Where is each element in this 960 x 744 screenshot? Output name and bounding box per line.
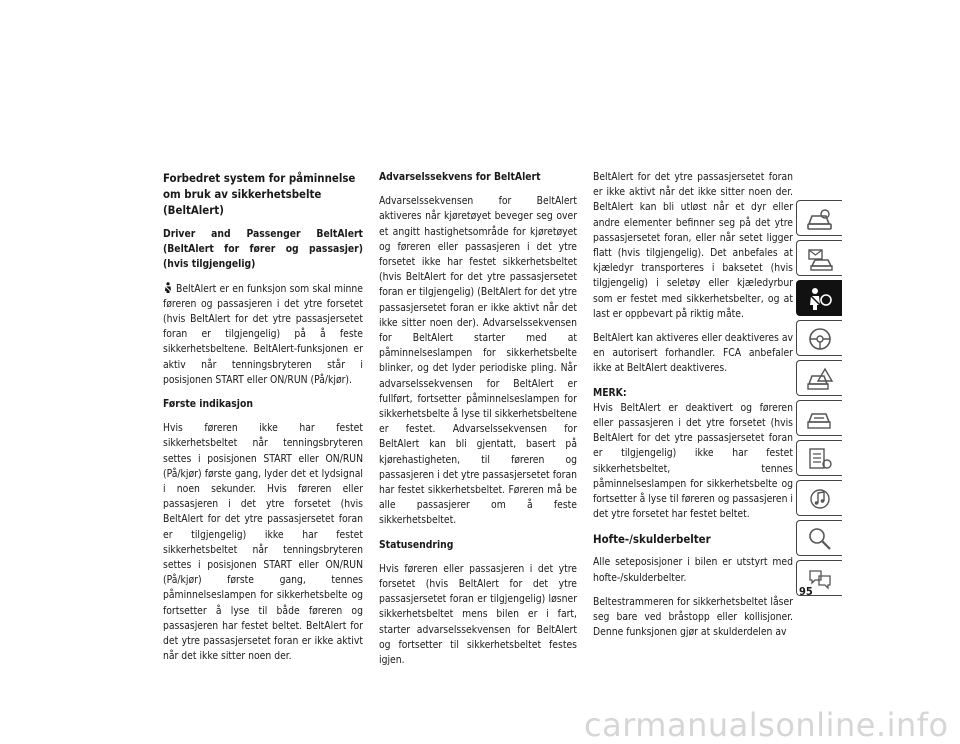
- note: [593, 386, 793, 523]
- footer-watermark-url[interactable]: carmanualsonline.info: [584, 706, 949, 744]
- tab-technical[interactable]: [796, 440, 842, 476]
- seatbelt-warning-icon: [163, 282, 173, 293]
- sequence-heading: Advarselssekvens for BeltAlert: [379, 171, 541, 183]
- tab-safety[interactable]: [796, 280, 842, 316]
- note-text: Hvis BeltAlert er deaktivert og føreren eller passasjeren i det ytre forsetet (hvis BeltAlert for det ytre passasjersetet foran er tilgjengelig) ikke har festet sikkerhetsbeltet, tennes påminnelseslampen for sikkerhetsbelte og fortsetter å lyse til føreren og passasjeren i det ytre forsetet har festet beltet.: [593, 401, 793, 521]
- sequence-paragraph: Advarselssekvensen for BeltAlert aktiveres når kjøretøyet beveger seg over et angitt hastighetsområde for kjøretøyet og føreren eller passasjeren i det ytre forsetet ikke har festet sikkerhetsbeltet (hvis BeltAlert for det ytre passasjersetet foran er tilgjengelig) (BeltAlert for det ytre passasjersetet foran er ikke aktivt når det ikke sitter noen der). Advarselssekvensen for BeltAlert starter med at påminnelseslampen for sikkerhetsbelte blinker, og det lyder periodiske pling. Når advarselssekvensen for BeltAlert er fullført, fortsetter påminnelseslampen for sikkerhetsbelte å lyse til sikkerhetsbeltene er festet. Advarselssekvensen for BeltAlert kan bli gjentatt, basert på kjørehastigheten, til føreren og passasjeren i det ytre passasjersetet foran har festet sikkerhetsbeltet. Føreren må be alle passasjerer om å feste sikkerhetsbeltet.: [379, 195, 577, 527]
- tab-driving[interactable]: [796, 320, 842, 356]
- seatbelt-airbag-icon: [806, 286, 834, 312]
- column-2: [379, 170, 577, 677]
- music-note-icon: [806, 486, 834, 512]
- paragraph-4: Beltestrammeren for sikkerhetsbeltet låser seg bare ved bråstopp eller kollisjoner. Denne funksjonen gjør at skulderdelen av: [593, 595, 793, 639]
- car-service-icon: [806, 406, 834, 432]
- tab-service[interactable]: [796, 400, 842, 436]
- page-number: 95: [799, 585, 813, 598]
- status-heading: Statusendring: [379, 538, 454, 551]
- tab-multimedia[interactable]: [796, 480, 842, 516]
- tab-dashboard[interactable]: [796, 200, 842, 236]
- intro-text: BeltAlert er en funksjon som skal minne føreren og passasjeren i det ytre forsetet (hvis BeltAlert for det ytre passasjersetet foran er tilgjengelig) på å feste sikkerhetsbeltene. BeltAlert-funksjonen er aktiv når tenningsbryteren står i posisjonen START eller ON/RUN (På/kjør).: [163, 282, 363, 386]
- note-label: MERK:: [593, 386, 627, 399]
- tab-index[interactable]: [796, 520, 842, 556]
- first-indication-heading: Første indikasjon: [163, 398, 253, 411]
- tab-getting-to-know[interactable]: [796, 240, 842, 276]
- car-warning-icon: [806, 366, 834, 392]
- tab-emergency[interactable]: [796, 360, 842, 396]
- lap-shoulder-belts-heading: Hofte-/skulderbelter: [593, 532, 711, 547]
- steering-wheel-icon: [806, 326, 834, 352]
- paragraph-3: Alle seteposisjoner i bilen er utstyrt med hofte-/skulderbelter.: [593, 556, 793, 584]
- subsection-heading: Driver and Passenger BeltAlert (BeltAlert for fører og passasjer) (hvis tilgjengelig): [163, 228, 363, 271]
- first-indication-paragraph: Hvis føreren ikke har festet sikkerhetsbeltet når tenningsbryteren settes i posisjonen START eller ON/RUN (På/kjør) første gang, lyder det et lydsignal i noen sekunder. Hvis føreren eller passasjeren i det ytre forsetet (hvis BeltAlert for det ytre passasjersetet foran er tilgjengelig) ikke har festet sikkerhetsbeltet når tenningsbryteren settes i posisjonen START eller ON/RUN (På/kjør) første gang, tennes påminnelseslampen for sikkerhetsbelte og fortsetter å lyse til både føreren og passasjeren har festet beltet. BeltAlert for det ytre passasjersetet foran er ikke aktivt når det ikke sitter noen der.: [163, 422, 363, 663]
- status-paragraph: Hvis føreren eller passasjeren i det ytre forsetet (hvis BeltAlert for det ytre passasjersetet foran er tilgjengelig) løsner sikkerhetsbeltet mens bilen er i fart, starter advarselssekvensen for BeltAlert og fortsetter til sikkerhetsbeltet festes igjen.: [379, 562, 577, 667]
- list-settings-icon: [806, 446, 834, 472]
- column-3: [593, 170, 793, 649]
- search-index-icon: [806, 526, 834, 552]
- car-mail-icon: [806, 246, 834, 272]
- car-dashboard-icon: [806, 206, 834, 232]
- paragraph-1: BeltAlert for det ytre passasjersetet foran er ikke aktivt når det ikke sitter noen der. BeltAlert kan bli utløst når et dyr eller andre elementer befinner seg på det ytre passasjersetet foran, eller når setet ligger flatt (hvis tilgjengelig). Det anbefales at kjæledyr transporteres i baksetet (hvis tilgjengelig) i seletøy eller kjæledyrbur som er festet med sikkerhetsbelter, og at last er oppbevart på riktig måte.: [593, 171, 793, 320]
- paragraph-2: BeltAlert kan aktiveres eller deaktiveres av en autorisert forhandler. FCA anbefaler ikke at BeltAlert deaktiveres.: [593, 332, 793, 375]
- intro-paragraph: [163, 282, 363, 388]
- section-heading: Forbedret system for påminnelse om bruk av sikkerhetsbelte (BeltAlert): [163, 171, 356, 217]
- column-1: [163, 170, 363, 673]
